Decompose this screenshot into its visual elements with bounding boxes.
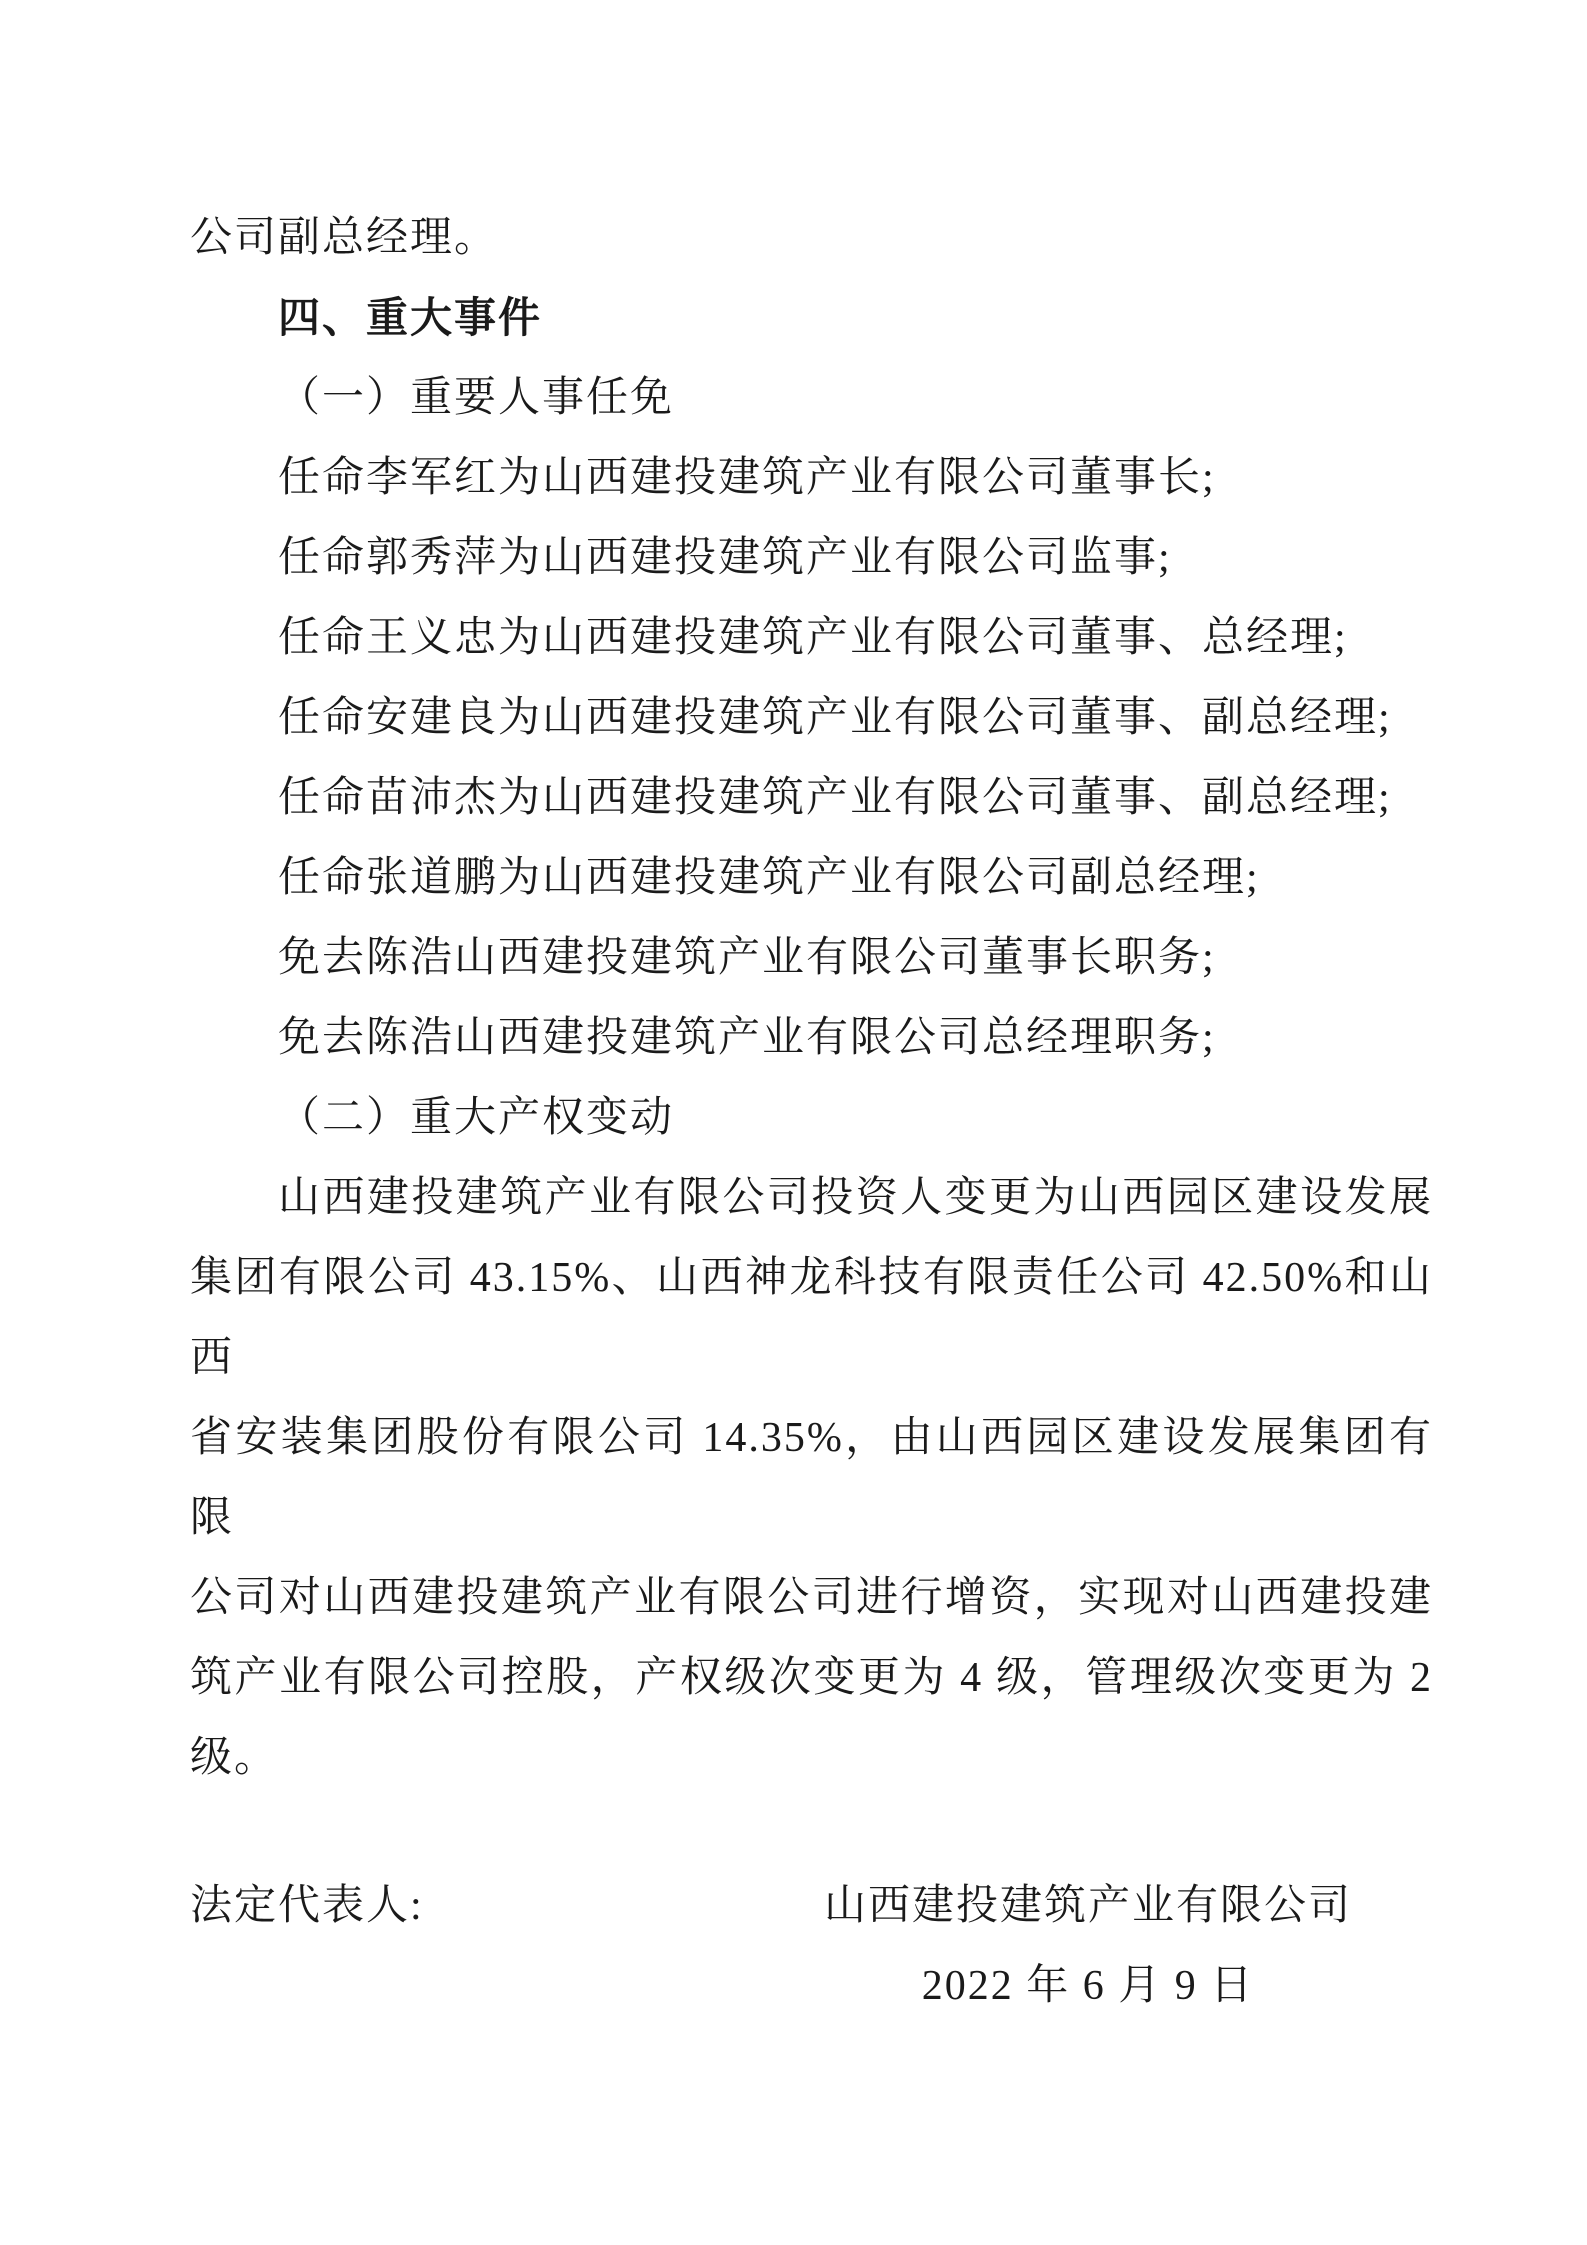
subsection-one-heading: （一）重要人事任免 [278,375,675,421]
paragraph-line: 筑产业有限公司控股，产权级次变更为 4 级，管理级次变更为 2 [190,1655,1433,1701]
appointment-line: 任命王义忠为山西建投建筑产业有限公司董事、总经理; [278,615,1348,661]
appointment-line: 免去陈浩山西建投建筑产业有限公司总经理职务; [278,1015,1216,1061]
signature-date: 2022 年 6 月 9 日 [921,1963,1255,2009]
subsection-two-heading: （二）重大产权变动 [278,1095,675,1141]
section-heading: 四、重大事件 [278,294,543,341]
appointment-line: 任命郭秀萍为山西建投建筑产业有限公司监事; [278,535,1172,581]
paragraph-line: 集团有限公司 43.15%、山西神龙科技有限责任公司 42.50%和山西 [190,1255,1433,1381]
appointment-line: 任命张道鹏为山西建投建筑产业有限公司副总经理; [278,855,1260,901]
appointment-line: 任命安建良为山西建投建筑产业有限公司董事、副总经理; [278,695,1392,741]
appointment-line: 任命苗沛杰为山西建投建筑产业有限公司董事、副总经理; [278,775,1392,821]
legal-representative-label: 法定代表人: [190,1883,424,1929]
appointment-line: 任命李军红为山西建投建筑产业有限公司董事长; [278,455,1216,501]
appointment-line: 免去陈浩山西建投建筑产业有限公司董事长职务; [278,935,1216,981]
paragraph-line: 省安装集团股份有限公司 14.35%，由山西园区建设发展集团有限 [190,1415,1433,1541]
continuation-line: 公司副总经理。 [190,215,499,261]
signature-date-row [190,1946,1433,2026]
paragraph-line: 公司对山西建投建筑产业有限公司进行增资，实现对山西建投建 [190,1575,1433,1621]
paragraph-line: 级。 [190,1735,279,1781]
property-change-paragraph [190,1158,1433,1798]
signature-company-name: 山西建投建筑产业有限公司 [823,1883,1352,1929]
paragraph-line: 山西建投建筑产业有限公司投资人变更为山西园区建设发展 [278,1175,1433,1221]
signature-row [190,1866,1433,1946]
appointment-list [190,438,1433,1078]
